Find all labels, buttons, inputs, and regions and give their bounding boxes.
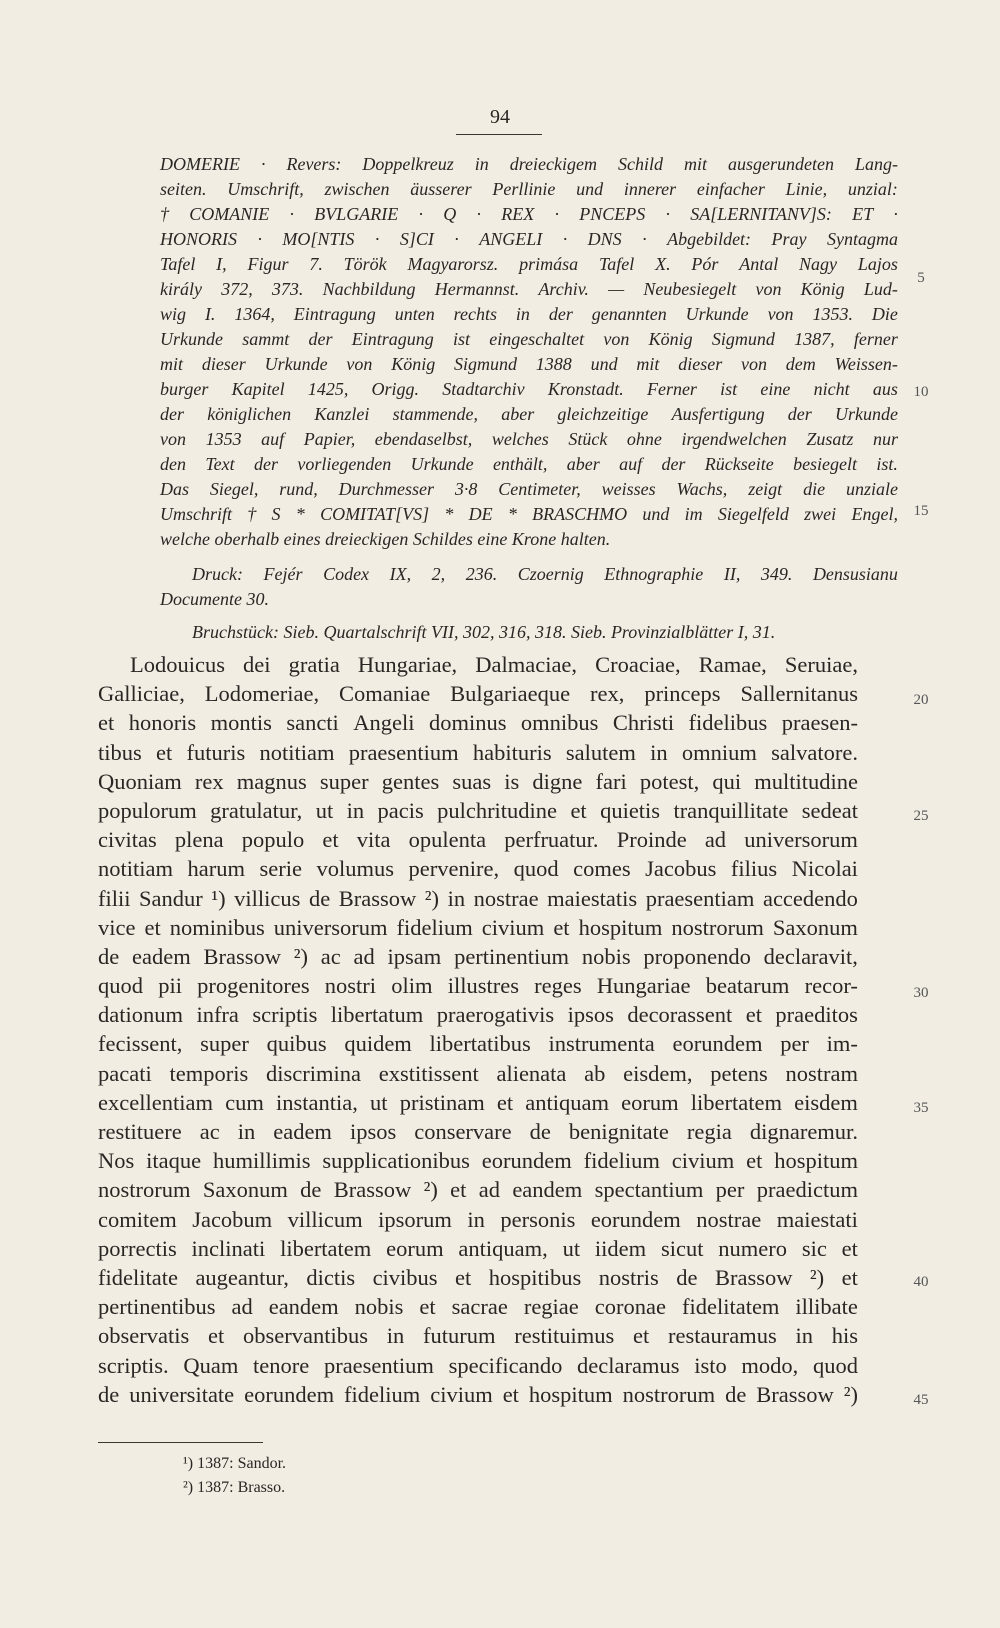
text-line: Das Siegel, rund, Durchmesser 3·8 Centimeter, weisses Wachs, zeigt die unziale [160, 479, 898, 499]
charter-line: tibus et futuris notitiam praesentium habituris salutem in omnium salvatore. [98, 739, 858, 765]
charter-line: pertinentibus ad eandem nobis et sacrae regiae coronae fidelitatem illibate [98, 1294, 858, 1320]
text-line: wig I. 1364, Eintragung unten rechts in der genannten Urkunde von 1353. Die [160, 304, 898, 324]
print-references [160, 562, 898, 612]
text-line: DOMERIE · Revers: Doppelkreuz in dreieckigem Schild mit ausgerundeten Lang- [160, 154, 898, 174]
charter-line: dationum infra scriptis libertatum praerogativis ipsos decorassent et praeditos [98, 1002, 858, 1028]
line-number: 40 [913, 1274, 929, 1290]
charter-line: populorum gratulatur, ut in pacis pulchritudine et quietis tranquillitate sedeat [98, 797, 858, 823]
text-line: Umschrift † S * COMITAT[VS] * DE * BRASCHMO und im Siegelfeld zwei Engel, [160, 504, 898, 524]
fragment-references [160, 620, 898, 645]
text-line: burger Kapitel 1425, Origg. Stadtarchiv Kronstadt. Ferner ist eine nicht aus [160, 379, 898, 399]
charter-line: quod pii progenitores nostri olim illustres reges Hungariae beatarum recor- [98, 973, 858, 999]
line-number: 45 [913, 1392, 929, 1408]
charter-line: excellentiam cum instantia, ut pristinam et antiquam eorum libertatem eisdem [98, 1089, 858, 1115]
charter-line: filii Sandur ¹) villicus de Brassow ²) in nostrae maiestatis praesentiam accedendo [98, 885, 858, 911]
footnotes [183, 1452, 286, 1500]
charter-line: de eadem Brassow ²) ac ad ipsam pertinentium nobis proponendo declaravit, [98, 943, 858, 969]
page-number-rule [456, 134, 542, 135]
text-line: welche oberhalb eines dreieckigen Schildes eine Krone halten. [160, 529, 611, 549]
charter-line: de universitate eorundem fidelium civium et hospitum nostrorum de Brassow ²) [98, 1381, 858, 1407]
text-line: seiten. Umschrift, zwischen äusserer Perllinie und innerer einfacher Linie, unzial: [160, 179, 898, 199]
line-number: 35 [913, 1100, 929, 1116]
charter-line: restituere ac in eadem ipsos conservare de benignitate regia dignaremur. [98, 1119, 858, 1144]
line-number: 10 [913, 384, 929, 400]
page-number: 94 [490, 106, 510, 128]
charter-line: fecissent, super quibus quidem libertatibus instrumenta eorundem per im- [98, 1031, 858, 1057]
charter-line: Lodouicus dei gratia Hungariae, Dalmaciae, Croaciae, Ramae, Seruiae, [130, 652, 858, 677]
text-line: király 372, 373. Nachbildung Hermannst. Archiv. — Neubesiegelt von König Lud- [160, 279, 898, 299]
charter-line: nostrorum Saxonum de Brassow ²) et ad eandem spectantium per praedictum [98, 1177, 858, 1203]
text-line: Bruchstück: Sieb. Quartalschrift VII, 302, 316, 318. Sieb. Provinzialblätter I, 31. [192, 622, 776, 642]
line-number: 25 [913, 808, 929, 824]
charter-line: vice et nominibus universorum fidelium civium et hospitum nostrorum Saxonum [98, 914, 858, 940]
charter-line: scriptis. Quam tenore praesentium specificando declaramus isto modo, quod [98, 1352, 858, 1378]
charter-line: notitiam harum serie volumus pervenire, quod comes Jacobus filius Nicolai [98, 856, 858, 882]
charter-line: Quoniam rex magnus super gentes suas is digne fari potest, qui multitudine [98, 768, 858, 794]
text-line: Urkunde sammt der Eintragung ist eingeschaltet von König Sigmund 1387, ferner [160, 329, 898, 349]
charter-line: comitem Jacobum villicum ipsorum in personis eorundem nostrae maiestati [98, 1206, 858, 1232]
text-line: Druck: Fejér Codex IX, 2, 236. Czoernig Ethnographie II, 349. Densusianu [192, 564, 898, 584]
line-number: 20 [913, 692, 929, 708]
charter-line: civitas plena populo et vita opulenta perfruatur. Proinde ad universorum [98, 827, 858, 853]
charter-line: observatis et observantibus in futurum restituimus et restauramus in his [98, 1323, 858, 1349]
text-line: den Text der vorliegenden Urkunde enthält, aber auf der Rückseite besiegelt ist. [160, 454, 898, 474]
line-number: 30 [913, 985, 929, 1001]
line-number: 5 [917, 270, 925, 286]
text-line: Tafel I, Figur 7. Török Magyarorsz. primása Tafel X. Pór Antal Nagy Lajos [160, 254, 898, 274]
text-line: mit dieser Urkunde von König Sigmund 1388 und mit dieser von dem Weissen- [160, 354, 898, 374]
line-number: 15 [913, 503, 929, 519]
charter-line: Galliciae, Lodomeriae, Comaniae Bulgariaeque rex, princeps Sallernitanus [98, 681, 858, 707]
text-line: von 1353 auf Papier, ebendaselbst, welches Stück ohne irgendwelchen Zusatz nur [160, 429, 898, 449]
text-line: der königlichen Kanzlei stammende, aber gleichzeitige Ausfertigung der Urkunde [160, 404, 898, 424]
text-line: Documente 30. [160, 589, 269, 609]
footnote: ¹) 1387: Sandor. [183, 1455, 287, 1472]
text-line: † COMANIE · BVLGARIE · Q · REX · PNCEPS · SA[LERNITANV]S: ET · [160, 204, 898, 224]
footnote: ²) 1387: Brasso. [183, 1479, 286, 1496]
charter-line: porrectis inclinati libertatem eorum antiquam, ut iidem sicut numero sic et [98, 1235, 858, 1261]
charter-line: fidelitate augeantur, dictis civibus et hospitibus nostris de Brassow ²) et [98, 1264, 858, 1290]
charter-line: Nos itaque humillimis supplicationibus eorundem fidelium civium et hospitum [98, 1148, 858, 1174]
text-line: HONORIS · MO[NTIS · S]CI · ANGELI · DNS · Abgebildet: Pray Syntagma [160, 229, 898, 249]
charter-line: et honoris montis sancti Angeli dominus omnibus Christi fidelibus praesen- [98, 710, 858, 736]
charter-text [98, 650, 858, 1409]
charter-line: pacati temporis discrimina exstitissent alienata ab eisdem, petens nostram [98, 1060, 858, 1086]
footnote-rule [98, 1442, 263, 1443]
seal-description [160, 152, 898, 552]
